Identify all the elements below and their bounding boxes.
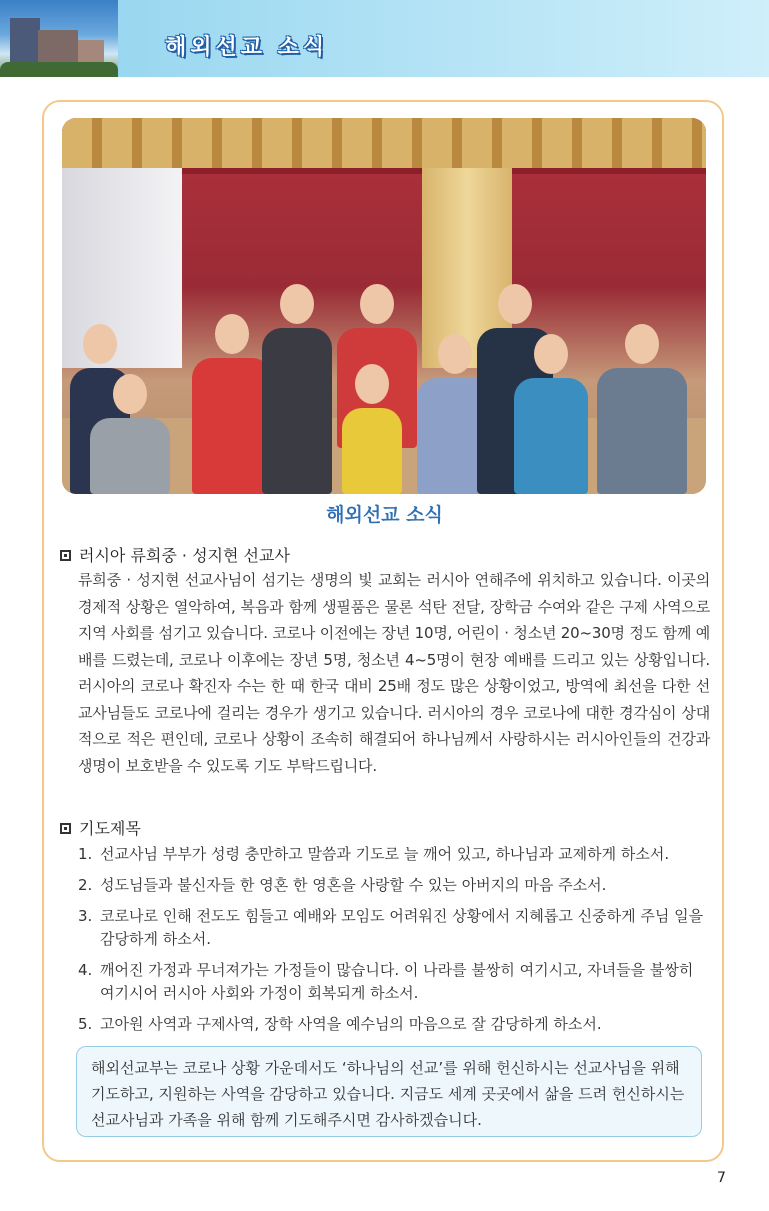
page-number: 7: [717, 1170, 726, 1186]
section-heading-missionary: [60, 543, 290, 566]
photo-caption: 해외선교 소식: [326, 504, 443, 526]
header-title: 해외선교 소식: [165, 35, 329, 60]
prayer-item: 4. 깨어진 가정과 무너져가는 가정들이 많습니다. 이 나라를 불쌍히 여기시고, 자녀들을 불쌍히 여기시어 러시아 사회와 가정이 회복되게 하소서.: [78, 961, 694, 1002]
prayer-item: 1. 선교사님 부부가 성령 충만하고 말씀과 기도로 늘 깨어 있고, 하나님과 교제하게 하소서.: [78, 845, 670, 863]
square-bullet-icon: [60, 823, 71, 834]
closing-note-text: 해외선교부는 코로나 상황 가운데서도 ‘하나님의 선교’를 위해 헌신하시는 선교사님을 위해 기도하고, 지원하는 사역을 감당하고 있습니다. 지금도 세계 곳곳에서 삶을 드려 헌신하시는 선교사님과 가족을 위해 함께 기도해주시면 감사하겠습니다.: [91, 1059, 685, 1129]
prayer-item: 5. 고아원 사역과 구제사역, 장학 사역을 예수님의 마음으로 잘 감당하게 하소서.: [78, 1015, 602, 1033]
church-building-image: [0, 0, 118, 77]
closing-note-box: [76, 1046, 702, 1137]
header-banner: [0, 0, 769, 77]
square-bullet-icon: [60, 550, 71, 561]
group-photo: [62, 118, 706, 494]
section-heading-prayer: [60, 816, 141, 839]
missionary-heading-text: 러시아 류희중 · 성지현 선교사: [79, 546, 290, 565]
prayer-heading-text: 기도제목: [79, 819, 141, 838]
missionary-report-paragraph: 류희중 · 성지현 선교사님이 섬기는 생명의 빛 교회는 러시아 연해주에 위치하고 있습니다. 이곳의 경제적 상황은 열악하여, 복음과 함께 생필품은 물론 석탄 전달, 장학금 수여와 같은 구제 사역으로 지역 사회를 섬기고 있습니다. 코로나 이전에는 장년 10명, 어린이 · 청소년 20~30명 정도 함께 예배를 드렸는데, 코로나 이후에는 장년 5명, 청소년 4~5명이 현장 예배를 드리고 있는 상황입니다. 러시아의 코로나 확진자 수는 한 때 한국 대비 25배 정도 많은 상황이었고, 방역에 최선을 다한 선교사님들도 코로나에 걸리는 경우가 생기고 있습니다. 러시아의 경우 코로나에 대한 경각심이 상대적으로 적은 편인데, 코로나 상황이 조속히 해결되어 하나님께서 사랑하시는 러시아인들의 건강과 생명이 보호받을 수 있도록 기도 부탁드립니다.: [78, 571, 710, 775]
prayer-item: 2. 성도님들과 불신자들 한 영혼 한 영혼을 사랑할 수 있는 아버지의 마음 주소서.: [78, 876, 607, 894]
prayer-list: [78, 843, 708, 1044]
prayer-item: 3. 코로나로 인해 전도도 힘들고 예배와 모임도 어려워진 상황에서 지혜롭고 신중하게 주님 일을 감당하게 하소서.: [78, 907, 704, 948]
